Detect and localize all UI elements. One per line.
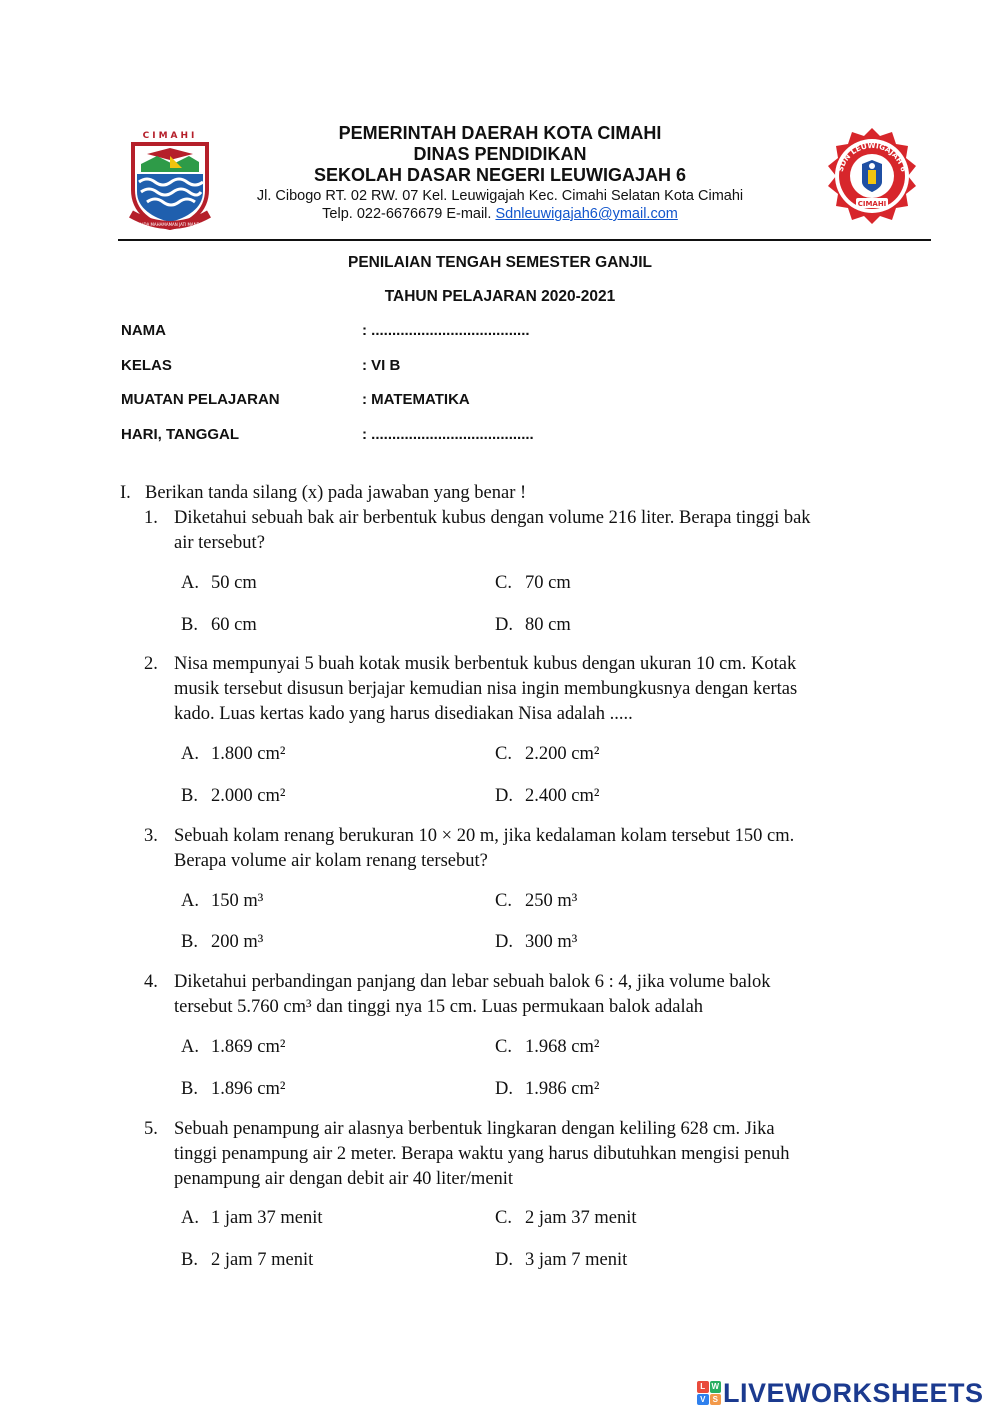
option-1d[interactable]: D. 80 cm [495, 615, 571, 635]
option-2b[interactable]: B. 2.000 cm² [181, 786, 286, 806]
exam-title: PENILAIAN TENGAH SEMESTER GANJIL [348, 254, 652, 271]
field-value-name[interactable]: : ...................................... [362, 322, 530, 339]
field-label-date: HARI, TANGGAL [121, 426, 240, 443]
option-5b[interactable]: B. 2 jam 7 menit [181, 1250, 314, 1270]
option-3b[interactable]: B. 200 m³ [181, 932, 264, 952]
option-5c[interactable]: C. 2 jam 37 menit [495, 1208, 637, 1228]
option-1c[interactable]: C. 70 cm [495, 573, 571, 593]
logo-left-text: CIMAHI [142, 131, 198, 141]
question-number: 2. [144, 654, 158, 674]
question-number: 4. [144, 972, 158, 992]
option-4d[interactable]: D. 1.986 cm² [495, 1079, 600, 1099]
liveworksheets-watermark [697, 1378, 984, 1408]
header-address: Jl. Cibogo RT. 02 RW. 07 Kel. Leuwigajah Kec. Cimahi Selatan Kota Cimahi [256, 188, 744, 204]
question-text: Sebuah kolam renang berukuran 10 × 20 m, jika kedalaman kolam tersebut 150 cm. Berapa volume air kolam renang tersebut? [174, 826, 795, 871]
logo-left-motto: PALIDA MAHAMAMAN JATI MANDIRI [135, 222, 205, 227]
option-4b[interactable]: B. 1.896 cm² [181, 1079, 286, 1099]
header-line-2: DINAS PENDIDIKAN [413, 144, 587, 164]
field-value-date[interactable]: : ....................................... [362, 426, 534, 443]
header-contact [210, 205, 790, 223]
header-line-1: PEMERINTAH DAERAH KOTA CIMAHI [338, 123, 662, 143]
field-label-name: NAMA [121, 322, 166, 339]
exam-year: TAHUN PELAJARAN 2020-2021 [384, 288, 616, 305]
email-link[interactable]: Sdnleuwigajah6@ymail.com [495, 206, 678, 222]
question-text: Diketahui sebuah bak air berbentuk kubus dengan volume 216 liter. Berapa tinggi bak air tersebut? [174, 508, 811, 553]
option-5d[interactable]: D. 3 jam 7 menit [495, 1250, 628, 1270]
option-5a[interactable]: A. 1 jam 37 menit [181, 1208, 323, 1228]
cimahi-city-logo [127, 128, 213, 232]
question-number: 5. [144, 1119, 158, 1139]
section-numeral: I. [120, 483, 131, 503]
logo-right-text: SDN LEUWIGAJAH 6 [835, 140, 909, 173]
option-2c[interactable]: C. 2.200 cm² [495, 744, 600, 764]
option-1b[interactable]: B. 60 cm [181, 615, 257, 635]
question-number: 1. [144, 508, 158, 528]
question-text: Diketahui perbandingan panjang dan lebar sebuah balok 6 : 4, jika volume balok tersebut 5.760 cm³ dan tinggi nya 15 cm. Luas permukaan balok adalah [174, 972, 771, 1017]
option-1a[interactable]: A. 50 cm [181, 573, 257, 593]
section-instruction: Berikan tanda silang (x) pada jawaban yang benar ! [145, 483, 527, 503]
field-value-class: : VI B [362, 357, 401, 374]
school-logo [822, 126, 922, 226]
header-divider [118, 239, 931, 241]
field-label-class: KELAS [121, 357, 172, 374]
logo-right-bottom: CIMAHI [857, 200, 887, 208]
question-text: Sebuah penampung air alasnya berbentuk lingkaran dengan keliling 628 cm. Jika tinggi penampung air 2 meter. Berapa waktu yang harus dibutuhkan mengisi penuh penampung air dengan debit air 40 liter/menit [174, 1119, 790, 1189]
field-label-subject: MUATAN PELAJARAN [121, 391, 280, 408]
question-text: Nisa mempunyai 5 buah kotak musik berbentuk kubus dengan ukuran 10 cm. Kotak musik tersebut disusun berjajar kemudian nisa ingin membungkusnya dengan kertas kado. Luas kertas kado yang harus disediakan Nisa adalah ..... [174, 654, 798, 724]
option-2d[interactable]: D. 2.400 cm² [495, 786, 600, 806]
option-2a[interactable]: A. 1.800 cm² [181, 744, 286, 764]
option-4c[interactable]: C. 1.968 cm² [495, 1037, 600, 1057]
liveworksheets-logo-icon: L W V S [697, 1381, 721, 1405]
option-3d[interactable]: D. 300 m³ [495, 932, 578, 952]
school-header [210, 123, 790, 223]
liveworksheets-brand: LIVEWORKSHEETS [723, 1377, 984, 1408]
header-line-3: SEKOLAH DASAR NEGERI LEUWIGAJAH 6 [313, 165, 687, 185]
field-value-subject: : MATEMATIKA [362, 391, 470, 408]
question-number: 3. [144, 826, 158, 846]
option-4a[interactable]: A. 1.869 cm² [181, 1037, 286, 1057]
option-3a[interactable]: A. 150 m³ [181, 891, 264, 911]
option-3c[interactable]: C. 250 m³ [495, 891, 578, 911]
header-phone: Telp. 022-6676679 E-mail. [322, 206, 492, 222]
